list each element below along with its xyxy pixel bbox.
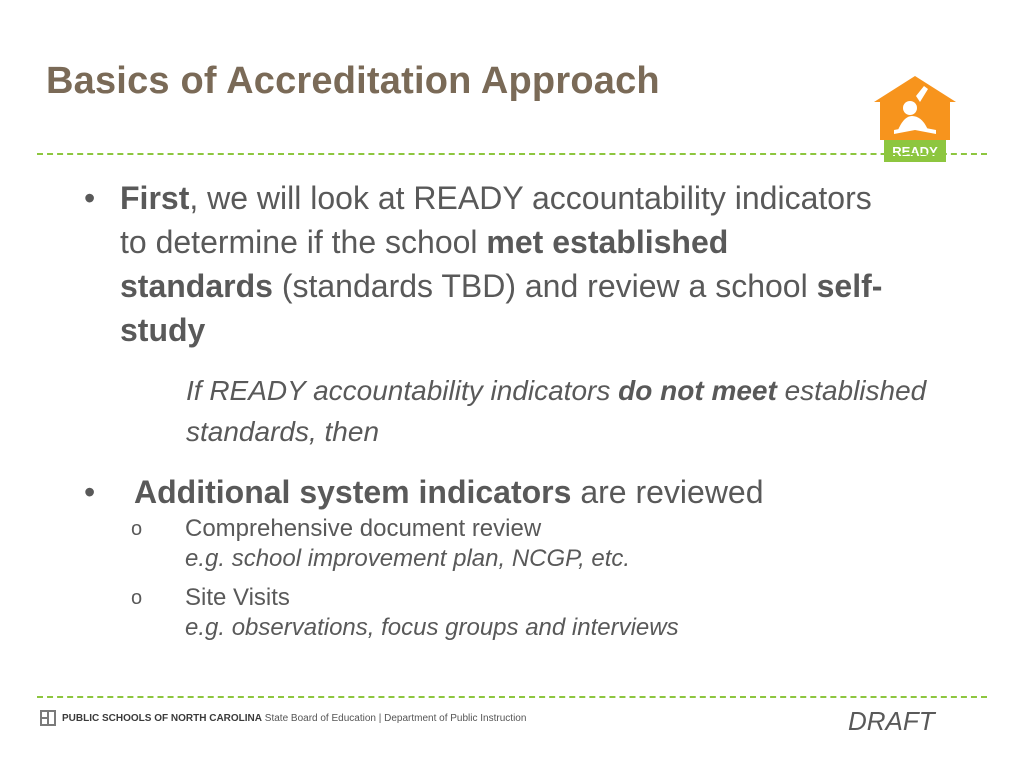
subitem-label: Comprehensive document review xyxy=(185,515,542,542)
subitem-site-visits xyxy=(131,583,891,643)
ready-logo xyxy=(872,72,958,166)
draft-label: DRAFT xyxy=(848,706,935,736)
subitem-document-review xyxy=(131,514,891,574)
nc-seal-icon xyxy=(40,710,56,726)
note-part2: established standards, then xyxy=(186,375,927,447)
divider-bottom xyxy=(37,696,987,698)
bullet-first xyxy=(84,176,884,352)
note-part1: If READY accountability indicators xyxy=(186,375,619,406)
subitem-label: Site Visits xyxy=(185,584,290,611)
note-bold: do not meet xyxy=(618,375,777,406)
bullet-additional-rest: are reviewed xyxy=(571,474,764,510)
footer-text xyxy=(62,713,526,724)
conditional-note xyxy=(186,370,946,452)
slide-title: Basics of Accreditation Approach xyxy=(46,60,660,102)
logo-label: READY xyxy=(892,144,938,159)
bullet-marker: • xyxy=(84,180,96,216)
subitem-example: e.g. school improvement plan, NCGP, etc. xyxy=(185,545,631,572)
bullet-first-part1: , we will look at READY accountability indicators to determine if the school xyxy=(120,180,872,260)
additional-indicators-text: Additional system indicators xyxy=(134,474,572,510)
subitem-example: e.g. observations, focus groups and interviews xyxy=(185,614,679,641)
sub-marker: o xyxy=(131,587,143,609)
first-word: First xyxy=(120,180,190,216)
self-study-text: self-study xyxy=(120,268,883,348)
footer-org: PUBLIC SCHOOLS OF NORTH CAROLINA xyxy=(62,712,262,724)
sub-marker: o xyxy=(131,518,143,540)
bullet-first-part2: (standards TBD) and review a school xyxy=(272,268,817,304)
bullet-marker: • xyxy=(84,474,96,510)
footer xyxy=(40,710,526,726)
divider-top xyxy=(37,153,987,155)
bullet-additional-text xyxy=(134,470,924,514)
footer-rest: State Board of Education | Department of Public Instruction xyxy=(262,712,527,724)
met-standards-text: met established standards xyxy=(120,224,729,304)
bullet-first-text xyxy=(120,176,884,352)
bullet-additional xyxy=(84,470,924,514)
